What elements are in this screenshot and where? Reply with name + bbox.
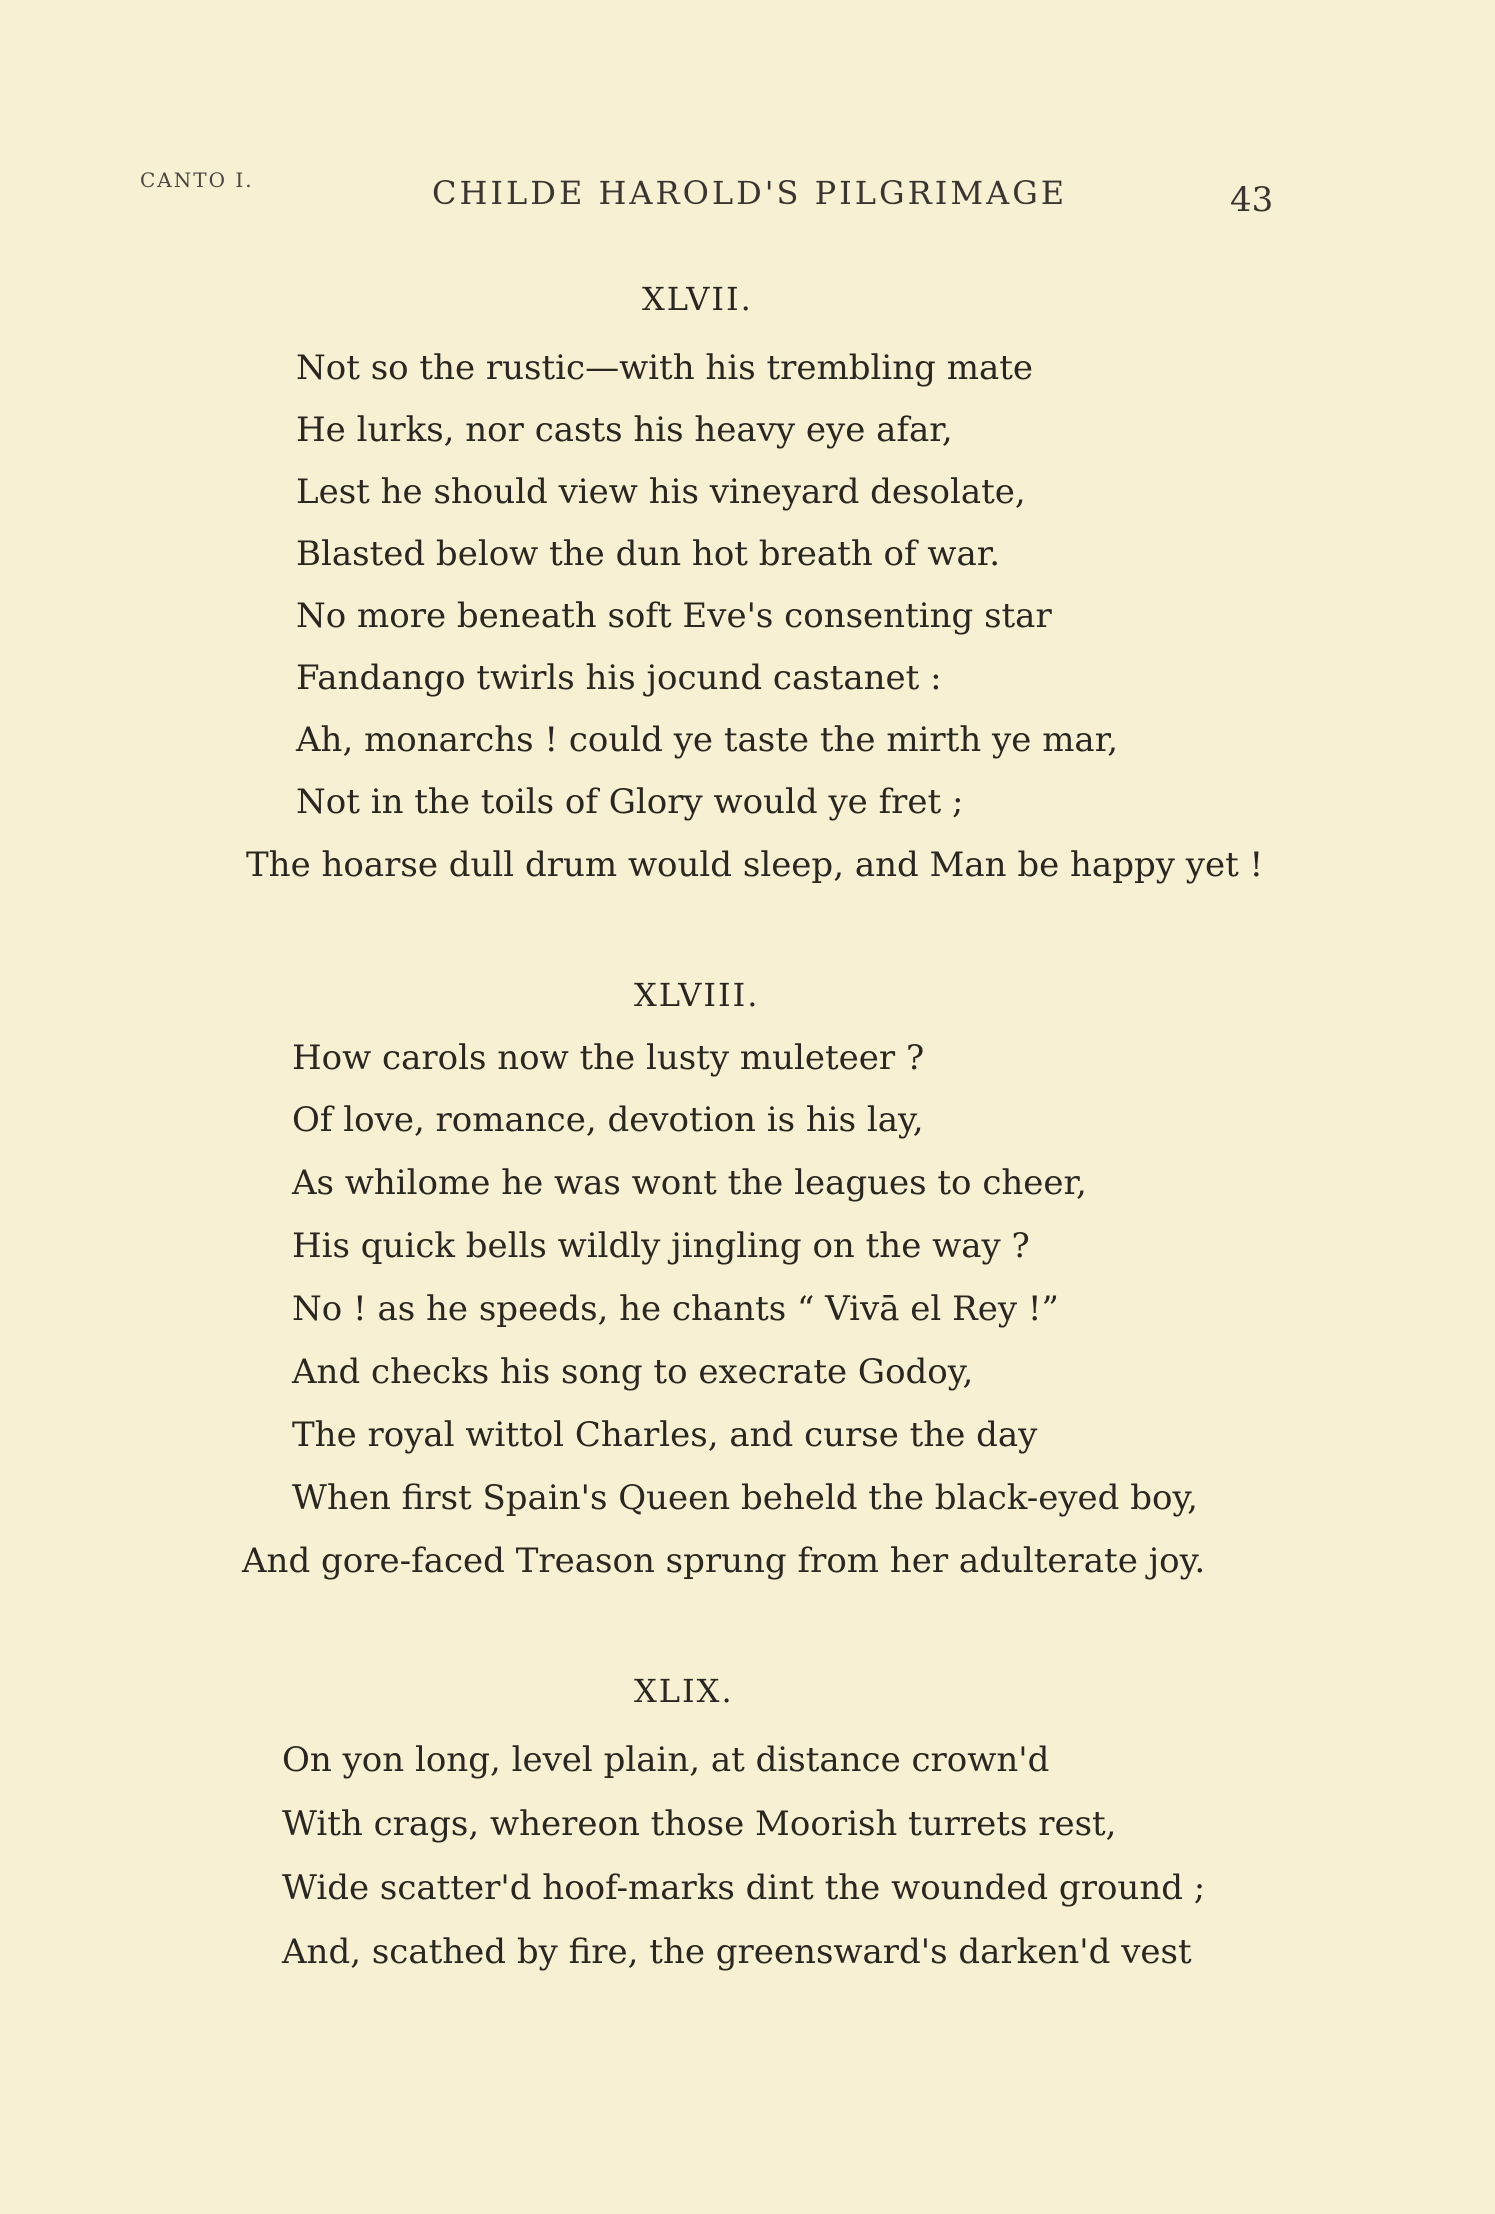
verse-line: Not in the toils of Glory would ye fret ; — [296, 782, 964, 822]
verse-line: Ah, monarchs ! could ye taste the mirth ye mar, — [296, 720, 1119, 760]
verse-line: And checks his song to execrate Godoy, — [292, 1352, 974, 1392]
verse-line: And gore-faced Treason sprung from her adulterate joy. — [242, 1541, 1206, 1581]
verse-line: When first Spain's Queen beheld the black-eyed boy, — [292, 1478, 1198, 1518]
verse-line: Wide scatter'd hoof-marks dint the wounded ground ; — [282, 1868, 1206, 1908]
page-title: CHILDE HAROLD'S PILGRIMAGE — [432, 174, 1068, 212]
stanza-number: XLIX. — [634, 1672, 734, 1710]
verse-line: He lurks, nor casts his heavy eye afar, — [296, 410, 953, 450]
verse-line: How carols now the lusty muleteer ? — [292, 1038, 925, 1078]
verse-line: Fandango twirls his jocund castanet : — [296, 658, 942, 698]
verse-line: Blasted below the dun hot breath of war. — [296, 534, 1001, 574]
verse-line: The royal wittol Charles, and curse the day — [292, 1415, 1038, 1455]
verse-line: On yon long, level plain, at distance crown'd — [282, 1740, 1050, 1780]
verse-line: As whilome he was wont the leagues to cheer, — [292, 1163, 1087, 1203]
page-number: 43 — [1230, 180, 1274, 220]
stanza-number: XLVII. — [642, 280, 753, 318]
stanza-number: XLVIII. — [634, 976, 760, 1014]
canto-label: CANTO I. — [140, 168, 254, 192]
verse-line: Of love, romance, devotion is his lay, — [292, 1100, 924, 1140]
verse-line: Not so the rustic—with his trembling mate — [296, 348, 1034, 388]
verse-line: No more beneath soft Eve's consenting star — [296, 596, 1052, 636]
verse-line: Lest he should view his vineyard desolate, — [296, 472, 1026, 512]
running-head — [0, 160, 1495, 220]
verse-line: And, scathed by fire, the greensward's darken'd vest — [282, 1932, 1192, 1972]
verse-line: No ! as he speeds, he chants “ Vivā el Rey !” — [292, 1289, 1059, 1329]
verse-line: With crags, whereon those Moorish turrets rest, — [282, 1804, 1117, 1844]
verse-line: The hoarse dull drum would sleep, and Man be happy yet ! — [246, 845, 1264, 885]
verse-line: His quick bells wildly jingling on the way ? — [292, 1226, 1030, 1266]
